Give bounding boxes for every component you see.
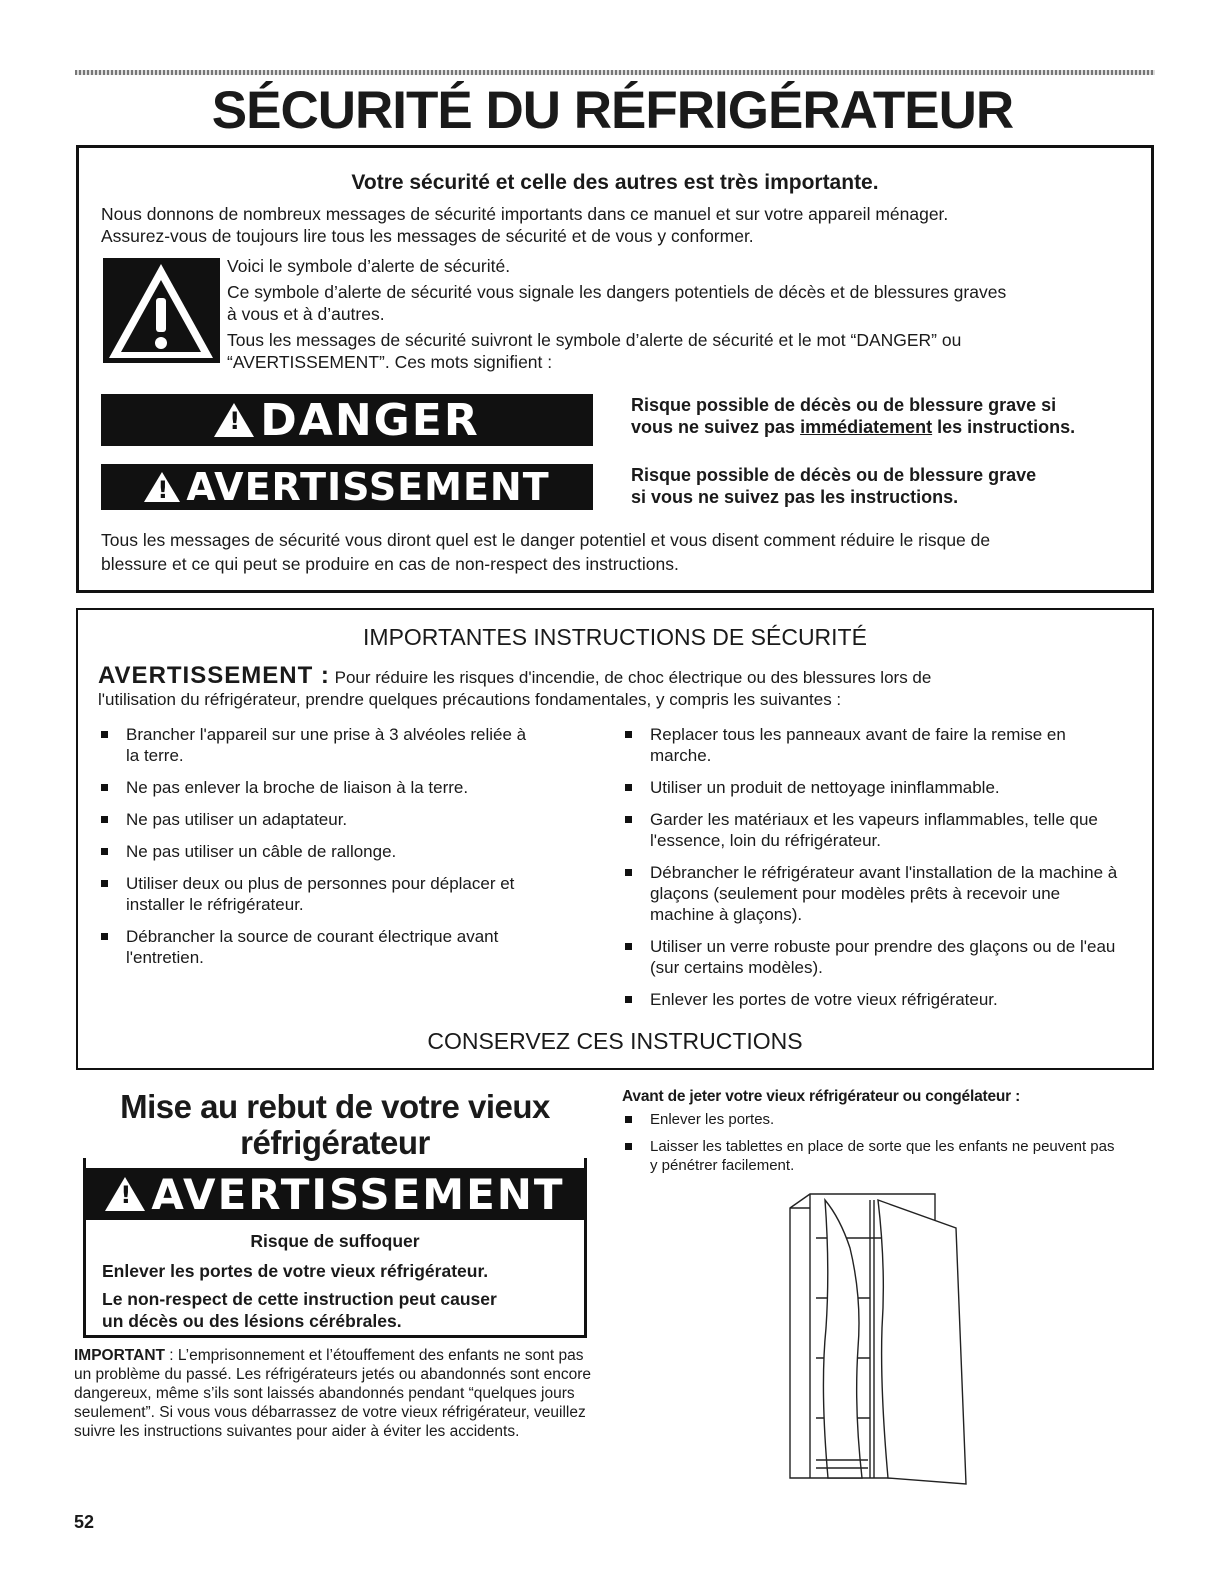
symbol-desc-2: à vous et à d’autres. <box>227 304 385 324</box>
emphasis-immediatement: immédiatement <box>800 417 933 437</box>
symbol-line: Voici le symbole d’alerte de sécurité. <box>227 256 511 276</box>
danger-text-2: vous ne suivez pas immédiatement les instructions. <box>631 417 1076 437</box>
list-item: Utiliser deux ou plus de personnes pour déplacer et installer le réfrigérateur. <box>98 873 538 915</box>
right-instruction-list <box>622 724 1122 1021</box>
warning-banner <box>101 464 593 510</box>
instructions-footer: CONSERVEZ CES INSTRUCTIONS <box>427 1028 803 1054</box>
messages-1: Tous les messages de sécurité suivront le symbole d’alerte de sécurité et le mot “DANGER” ou <box>227 330 962 350</box>
danger-text-1: Risque possible de décès ou de blessure grave si <box>631 395 1057 415</box>
disposal-consequence-2: un décès ou des lésions cérébrales. <box>102 1311 402 1331</box>
disposal-heading-2: réfrigérateur <box>240 1124 430 1161</box>
page-number: 52 <box>74 1512 95 1532</box>
instructions-heading: IMPORTANTES INSTRUCTIONS DE SÉCURITÉ <box>363 624 867 650</box>
list-item: Laisser les tablettes en place de sorte que les enfants ne peuvent pas y pénétrer facilement. <box>622 1137 1122 1175</box>
safety-alert-icon <box>103 258 220 363</box>
instructions-warning-line-1: AVERTISSEMENT : Pour réduire les risques d'incendie, de choc électrique ou des blessures lors de <box>98 662 932 689</box>
symbol-desc-1: Ce symbole d’alerte de sécurité vous signale les dangers potentiels de décès et de blessures graves <box>227 282 1007 302</box>
safety-heading: Votre sécurité et celle des autres est très importante. <box>351 171 879 194</box>
list-item: Enlever les portes de votre vieux réfrigérateur. <box>622 989 1122 1010</box>
before-disposal-list <box>622 1110 1122 1183</box>
disposal-warning-box <box>83 1158 587 1338</box>
alert-triangle-icon <box>214 403 254 437</box>
safety-alert-box <box>76 145 1154 593</box>
list-item: Ne pas utiliser un câble de rallonge. <box>98 841 538 862</box>
disposal-warning-label: AVERTISSEMENT <box>151 1169 565 1219</box>
safety-intro-1: Nous donnons de nombreux messages de sécurité importants dans ce manuel et sur votre appareil ménager. <box>101 204 949 224</box>
list-item: Débrancher le réfrigérateur avant l'installation de la machine à glaçons (seulement pour modèles prêts à recevoir une machine à glaçons). <box>622 862 1122 925</box>
important-lead: IMPORTANT <box>74 1347 165 1364</box>
important-instructions-box <box>76 608 1154 1070</box>
before-disposal-heading: Avant de jeter votre vieux réfrigérateur ou congélateur : <box>622 1088 1021 1105</box>
alert-triangle-icon <box>144 472 180 502</box>
list-item: Utiliser un verre robuste pour prendre des glaçons ou de l'eau (sur certains modèles). <box>622 936 1122 978</box>
warning-label: AVERTISSEMENT <box>186 465 550 509</box>
instructions-warning-line-2: l'utilisation du réfrigérateur, prendre quelques précautions fondamentales, y compris les suivantes : <box>98 690 842 709</box>
disposal-action: Enlever les portes de votre vieux réfrigérateur. <box>102 1261 489 1281</box>
danger-label: DANGER <box>260 394 480 446</box>
list-item: Utiliser un produit de nettoyage ininflammable. <box>622 777 1122 798</box>
list-item: Débrancher la source de courant électrique avant l'entretien. <box>98 926 538 968</box>
warning-lead: AVERTISSEMENT : <box>98 662 330 689</box>
refrigerator-illustration <box>770 1188 980 1488</box>
safety-footer-1: Tous les messages de sécurité vous diront quel est le danger potentiel et vous disent comment réduire le risque de <box>101 530 991 550</box>
list-item: Ne pas utiliser un adaptateur. <box>98 809 538 830</box>
list-item: Replacer tous les panneaux avant de faire la remise en marche. <box>622 724 1122 766</box>
disposal-heading-1: Mise au rebut de votre vieux <box>120 1088 550 1125</box>
danger-banner <box>101 394 593 446</box>
disposal-consequence-1: Le non-respect de cette instruction peut causer <box>102 1289 497 1309</box>
list-item: Garder les matériaux et les vapeurs inflammables, telle que l'essence, loin du réfrigérateur. <box>622 809 1122 851</box>
safety-intro-2: Assurez-vous de toujours lire tous les messages de sécurité et de vous y conformer. <box>101 226 754 246</box>
top-rule <box>75 70 1155 75</box>
safety-footer-2: blessure et ce qui peut se produire en cas de non-respect des instructions. <box>101 554 679 574</box>
page-title: SÉCURITÉ DU RÉFRIGÉRATEUR <box>211 81 1014 140</box>
left-instruction-list <box>98 724 538 979</box>
list-item: Brancher l'appareil sur une prise à 3 alvéoles reliée à la terre. <box>98 724 538 766</box>
warning-text-2: si vous ne suivez pas les instructions. <box>631 487 959 507</box>
messages-2: “AVERTISSEMENT”. Ces mots signifient : <box>227 352 553 372</box>
warning-text-1: Risque possible de décès ou de blessure grave <box>631 465 1037 485</box>
list-item: Ne pas enlever la broche de liaison à la terre. <box>98 777 538 798</box>
list-item: Enlever les portes. <box>622 1110 1122 1129</box>
important-paragraph: IMPORTANT : L’emprisonnement et l’étouffement des enfants ne sont pas un problème du passé. Les réfrigérateurs jetés ou abandonnés sont encore dangereux, même s’ils sont laissés abandonnés pendant “quelques jours seulement”. Si vous vous débarrassez de votre vieux réfrigérateur, veuillez suivre les instructions suivantes pour aider à éviter les accidents. <box>74 1347 592 1440</box>
disposal-risk: Risque de suffoquer <box>250 1231 420 1251</box>
